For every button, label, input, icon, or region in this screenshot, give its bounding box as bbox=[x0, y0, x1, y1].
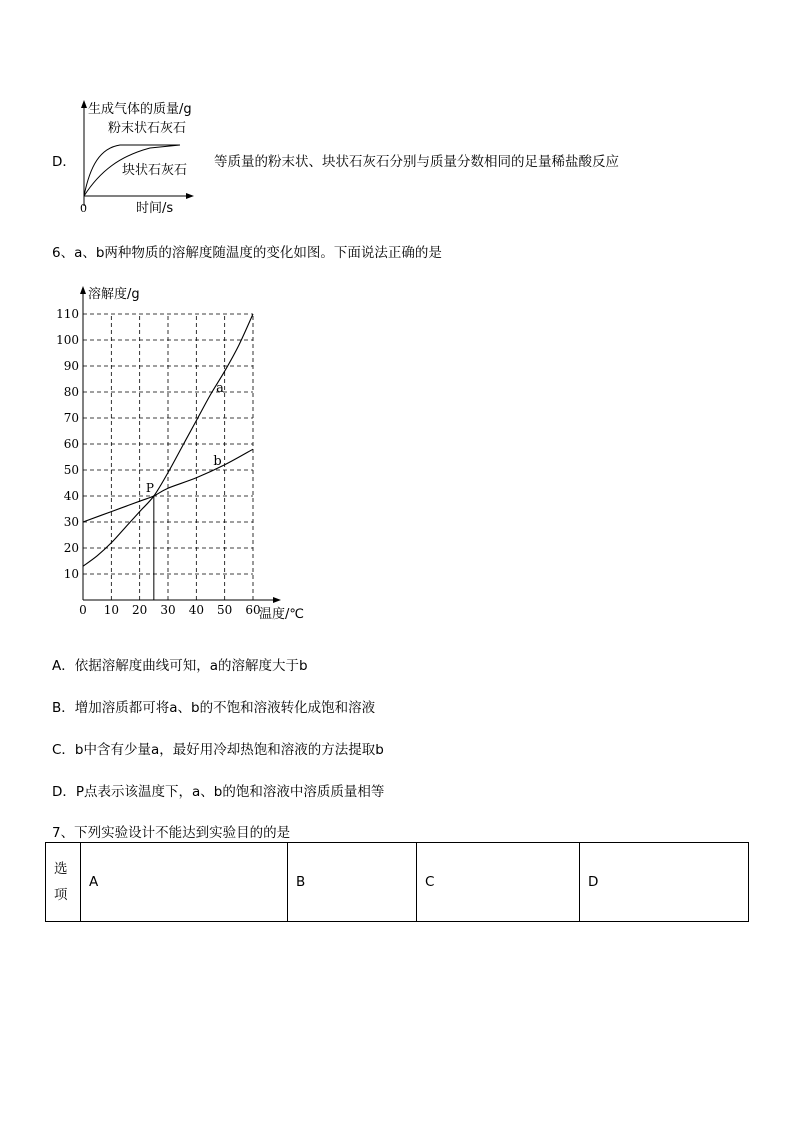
q5-curve-label-lump: 块状石灰石 bbox=[122, 163, 188, 178]
q6-option-d: D．P点表示该温度下，a、b的饱和溶液中溶质质量相等 bbox=[52, 784, 385, 800]
x-tick-label-40: 40 bbox=[188, 603, 204, 617]
table-row bbox=[46, 843, 749, 922]
x-tick-label-60: 60 bbox=[245, 603, 261, 617]
series-label-b: b bbox=[213, 453, 222, 469]
q6-stem: 6、a、b两种物质的溶解度随温度的变化如图。下面说法正确的是 bbox=[52, 245, 442, 261]
y-tick-label-110: 110 bbox=[56, 307, 79, 321]
q5-y-axis-arrow bbox=[81, 100, 87, 108]
y-tick-label-50: 50 bbox=[63, 463, 79, 477]
series-label-a: a bbox=[216, 381, 224, 396]
q5-description: 等质量的粉末状、块状石灰石分别与质量分数相同的足量稀盐酸反应 bbox=[214, 154, 619, 170]
q7-stem: 7、下列实验设计不能达到实验目的的是 bbox=[52, 825, 291, 841]
y-tick-label-70: 70 bbox=[63, 411, 79, 425]
x-axis-arrow bbox=[273, 597, 281, 603]
q7-options-table bbox=[45, 842, 749, 922]
x-axis-label: 温度/℃ bbox=[259, 607, 304, 622]
chart-axes bbox=[80, 286, 281, 603]
q5-curve-label-powder: 粉末状石灰石 bbox=[108, 121, 187, 136]
y-tick-label-40: 40 bbox=[63, 489, 79, 503]
q6-option-b: B．增加溶质都可将a、b的不饱和溶液转化成饱和溶液 bbox=[52, 700, 376, 716]
q5-mass-time-graph bbox=[70, 96, 200, 220]
q5-origin-label: 0 bbox=[80, 202, 87, 215]
q5-option-letter: D． bbox=[52, 154, 76, 170]
y-tick-label-60: 60 bbox=[63, 437, 79, 451]
y-tick-label-100: 100 bbox=[56, 333, 79, 347]
y-axis-label: 溶解度/g bbox=[88, 287, 140, 302]
table-cell-b: B bbox=[288, 843, 417, 922]
table-cell-a: A bbox=[81, 843, 288, 922]
table-cell-c: C bbox=[417, 843, 580, 922]
x-tick-label-0: 0 bbox=[79, 603, 87, 617]
chart-grid bbox=[83, 314, 253, 600]
table-cell-d: D bbox=[580, 843, 749, 922]
table-header-text: 选项 bbox=[54, 861, 68, 903]
q6-option-a: A．依据溶解度曲线可知，a的溶解度大于b bbox=[52, 658, 308, 674]
y-tick-label-90: 90 bbox=[63, 359, 79, 373]
table-header-cell bbox=[46, 843, 81, 922]
y-tick-label-30: 30 bbox=[63, 515, 79, 529]
annotation-label-P: P bbox=[145, 481, 154, 495]
q5-x-axis-arrow bbox=[186, 193, 194, 199]
x-tick-label-50: 50 bbox=[217, 603, 233, 617]
solubility-chart bbox=[50, 282, 320, 627]
y-axis-arrow bbox=[80, 286, 86, 294]
y-tick-label-20: 20 bbox=[63, 541, 79, 555]
y-tick-label-80: 80 bbox=[63, 385, 79, 399]
q5-x-label: 时间/s bbox=[136, 201, 174, 216]
q6-option-c: C．b中含有少量a，最好用冷却热饱和溶液的方法提取b bbox=[52, 742, 384, 758]
q5-y-label: 生成气体的质量/g bbox=[88, 102, 192, 117]
chart-labels bbox=[56, 286, 304, 622]
y-tick-label-10: 10 bbox=[63, 567, 79, 581]
x-tick-label-20: 20 bbox=[132, 603, 148, 617]
x-tick-label-10: 10 bbox=[103, 603, 119, 617]
x-tick-label-30: 30 bbox=[160, 603, 176, 617]
